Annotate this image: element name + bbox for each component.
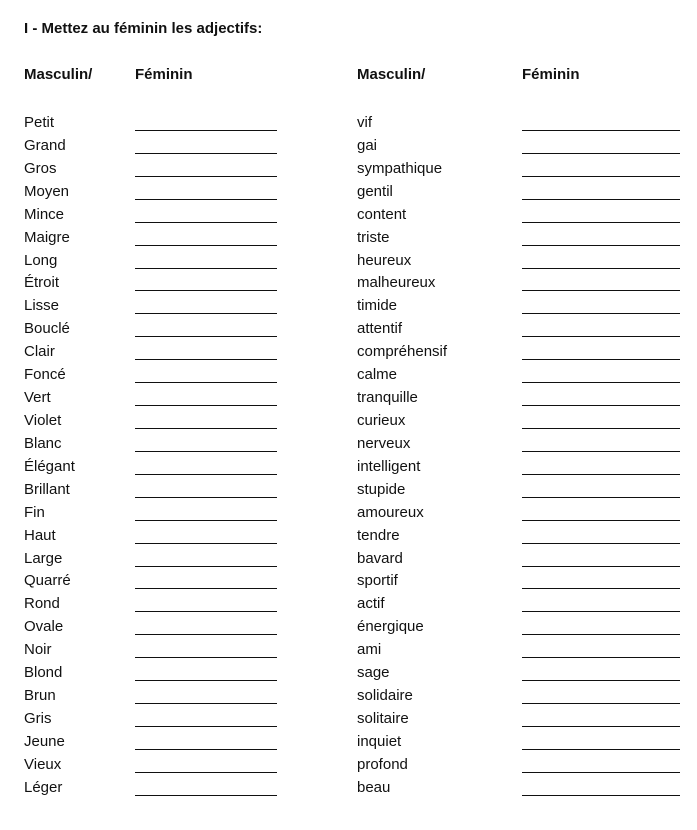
left-feminine-answer-blank[interactable]: [135, 520, 277, 521]
right-row: [357, 549, 687, 572]
right-row: [357, 136, 687, 159]
right-masculine-adjective: solitaire: [357, 709, 409, 727]
left-row: [24, 732, 284, 755]
left-row: [24, 549, 284, 572]
right-feminine-answer-blank[interactable]: [522, 726, 680, 727]
right-row: [357, 778, 687, 801]
right-row: [357, 273, 687, 296]
right-masculine-adjective: actif: [357, 595, 385, 613]
right-feminine-answer-blank[interactable]: [522, 474, 680, 475]
right-row: [357, 640, 687, 663]
right-feminine-answer-blank[interactable]: [522, 359, 680, 360]
right-row: [357, 617, 687, 640]
left-row: [24, 205, 284, 228]
left-masculine-adjective: Clair: [24, 343, 55, 361]
right-masculine-adjective: heureux: [357, 251, 412, 269]
left-masculine-adjective: Rond: [24, 595, 60, 613]
left-row: [24, 457, 284, 480]
left-header-feminin: Féminin: [135, 66, 193, 83]
left-row: [24, 136, 284, 159]
right-row: [357, 388, 687, 411]
left-feminine-answer-blank[interactable]: [135, 497, 277, 498]
left-row: [24, 480, 284, 503]
left-feminine-answer-blank[interactable]: [135, 474, 277, 475]
left-row: [24, 594, 284, 617]
left-feminine-answer-blank[interactable]: [135, 245, 277, 246]
left-feminine-answer-blank[interactable]: [135, 153, 277, 154]
right-feminine-answer-blank[interactable]: [522, 451, 680, 452]
left-row: [24, 526, 284, 549]
right-feminine-answer-blank[interactable]: [522, 405, 680, 406]
left-header-masculin: Masculin/: [24, 66, 93, 83]
right-masculine-adjective: bavard: [357, 549, 403, 567]
right-masculine-adjective: compréhensif: [357, 343, 448, 361]
left-row: [24, 755, 284, 778]
left-feminine-answer-blank[interactable]: [135, 199, 277, 200]
right-masculine-adjective: vif: [357, 114, 372, 131]
left-feminine-answer-blank[interactable]: [135, 359, 277, 360]
right-row: [357, 182, 687, 205]
right-row: [357, 342, 687, 365]
left-row: [24, 228, 284, 251]
right-masculine-adjective: énergique: [357, 618, 424, 636]
left-row: [24, 342, 284, 365]
left-masculine-adjective: Gros: [24, 159, 57, 177]
left-masculine-adjective: Blanc: [24, 434, 62, 452]
right-masculine-adjective: attentif: [357, 320, 403, 338]
left-feminine-answer-blank[interactable]: [135, 703, 277, 704]
left-feminine-answer-blank[interactable]: [135, 611, 277, 612]
left-masculine-adjective: Gris: [24, 709, 52, 727]
left-feminine-answer-blank[interactable]: [135, 634, 277, 635]
right-feminine-answer-blank[interactable]: [522, 290, 680, 291]
left-feminine-answer-blank[interactable]: [135, 749, 277, 750]
right-feminine-answer-blank[interactable]: [522, 749, 680, 750]
left-row: [24, 640, 284, 663]
left-row: [24, 182, 284, 205]
right-masculine-adjective: timide: [357, 297, 398, 315]
right-feminine-answer-blank[interactable]: [522, 428, 680, 429]
right-row: [357, 526, 687, 549]
left-row: [24, 503, 284, 526]
left-row: [24, 365, 284, 388]
right-feminine-answer-blank[interactable]: [522, 543, 680, 544]
left-feminine-answer-blank[interactable]: [135, 451, 277, 452]
right-feminine-answer-blank[interactable]: [522, 222, 680, 223]
right-feminine-answer-blank[interactable]: [522, 382, 680, 383]
left-feminine-answer-blank[interactable]: [135, 382, 277, 383]
left-feminine-answer-blank[interactable]: [135, 726, 277, 727]
left-masculine-adjective: Blond: [24, 664, 63, 682]
right-row: [357, 365, 687, 388]
left-row: [24, 296, 284, 319]
left-row: [24, 159, 284, 182]
right-feminine-answer-blank[interactable]: [522, 313, 680, 314]
right-feminine-answer-blank[interactable]: [522, 772, 680, 773]
left-feminine-answer-blank[interactable]: [135, 428, 277, 429]
left-masculine-adjective: Long: [24, 251, 58, 269]
left-feminine-answer-blank[interactable]: [135, 268, 277, 269]
left-feminine-answer-blank[interactable]: [135, 313, 277, 314]
left-feminine-answer-blank[interactable]: [135, 680, 277, 681]
left-row: [24, 686, 284, 709]
right-masculine-adjective: intelligent: [357, 457, 421, 475]
right-masculine-adjective: nerveux: [357, 434, 411, 452]
right-row: [357, 205, 687, 228]
right-masculine-adjective: sympathique: [357, 159, 443, 177]
right-row: [357, 594, 687, 617]
right-feminine-answer-blank[interactable]: [522, 703, 680, 704]
left-masculine-adjective: Violet: [24, 411, 62, 429]
right-feminine-answer-blank[interactable]: [522, 336, 680, 337]
right-row: [357, 296, 687, 319]
right-row: [357, 411, 687, 434]
right-row: [357, 159, 687, 182]
left-feminine-answer-blank[interactable]: [135, 176, 277, 177]
left-feminine-answer-blank[interactable]: [135, 130, 277, 131]
right-masculine-adjective: calme: [357, 366, 398, 384]
left-feminine-answer-blank[interactable]: [135, 543, 277, 544]
right-masculine-adjective: ami: [357, 641, 382, 659]
left-feminine-answer-blank[interactable]: [135, 222, 277, 223]
left-masculine-adjective: Maigre: [24, 228, 70, 246]
left-row: [24, 663, 284, 686]
right-feminine-answer-blank[interactable]: [522, 130, 680, 131]
exercise-title: I - Mettez au féminin les adjectifs:: [24, 20, 263, 37]
left-masculine-adjective: Vieux: [24, 755, 62, 773]
left-masculine-adjective: Ovale: [24, 618, 64, 636]
left-row: [24, 617, 284, 640]
right-row: [357, 457, 687, 480]
left-row: [24, 251, 284, 274]
right-header-feminin: Féminin: [522, 66, 580, 83]
left-row: [24, 411, 284, 434]
left-row: [24, 434, 284, 457]
right-feminine-answer-blank[interactable]: [522, 497, 680, 498]
right-adjective-list: [357, 113, 687, 801]
left-feminine-answer-blank[interactable]: [135, 405, 277, 406]
right-feminine-answer-blank[interactable]: [522, 199, 680, 200]
left-masculine-adjective: Fin: [24, 503, 45, 521]
left-masculine-adjective: Moyen: [24, 182, 70, 200]
right-feminine-answer-blank[interactable]: [522, 566, 680, 567]
left-row: [24, 273, 284, 296]
right-masculine-adjective: sage: [357, 664, 390, 682]
right-feminine-answer-blank[interactable]: [522, 611, 680, 612]
right-feminine-answer-blank[interactable]: [522, 268, 680, 269]
left-masculine-adjective: Bouclé: [24, 320, 70, 338]
right-header-masculin: Masculin/: [357, 66, 426, 83]
left-feminine-answer-blank[interactable]: [135, 795, 277, 796]
right-row: [357, 755, 687, 778]
left-row: [24, 709, 284, 732]
right-feminine-answer-blank[interactable]: [522, 176, 680, 177]
left-masculine-adjective: Foncé: [24, 366, 66, 384]
right-masculine-adjective: triste: [357, 228, 390, 246]
right-masculine-adjective: beau: [357, 778, 391, 796]
right-row: [357, 686, 687, 709]
left-masculine-adjective: Jeune: [24, 732, 65, 750]
left-feminine-answer-blank[interactable]: [135, 566, 277, 567]
right-row: [357, 571, 687, 594]
left-row: [24, 388, 284, 411]
left-feminine-answer-blank[interactable]: [135, 588, 277, 589]
right-row: [357, 228, 687, 251]
right-row: [357, 480, 687, 503]
right-masculine-adjective: stupide: [357, 480, 406, 498]
right-masculine-adjective: malheureux: [357, 274, 436, 292]
right-row: [357, 319, 687, 342]
right-row: [357, 113, 687, 136]
right-masculine-adjective: profond: [357, 755, 408, 773]
right-feminine-answer-blank[interactable]: [522, 245, 680, 246]
right-row: [357, 709, 687, 732]
left-row: [24, 319, 284, 342]
left-feminine-answer-blank[interactable]: [135, 657, 277, 658]
right-feminine-answer-blank[interactable]: [522, 153, 680, 154]
left-row: [24, 113, 284, 136]
right-row: [357, 434, 687, 457]
right-feminine-answer-blank[interactable]: [522, 588, 680, 589]
left-feminine-answer-blank[interactable]: [135, 290, 277, 291]
left-masculine-adjective: Petit: [24, 114, 55, 131]
right-feminine-answer-blank[interactable]: [522, 657, 680, 658]
left-masculine-adjective: Léger: [24, 778, 63, 796]
right-masculine-adjective: gentil: [357, 182, 393, 200]
left-feminine-answer-blank[interactable]: [135, 772, 277, 773]
right-feminine-answer-blank[interactable]: [522, 680, 680, 681]
left-masculine-adjective: Grand: [24, 136, 66, 154]
right-masculine-adjective: gai: [357, 136, 378, 154]
left-feminine-answer-blank[interactable]: [135, 336, 277, 337]
right-masculine-adjective: sportif: [357, 572, 398, 590]
left-masculine-adjective: Étroit: [24, 274, 60, 292]
right-masculine-adjective: curieux: [357, 411, 406, 429]
right-feminine-answer-blank[interactable]: [522, 634, 680, 635]
left-masculine-adjective: Brillant: [24, 480, 70, 498]
right-row: [357, 663, 687, 686]
right-row: [357, 732, 687, 755]
right-row: [357, 503, 687, 526]
right-masculine-adjective: tranquille: [357, 389, 418, 407]
right-row: [357, 251, 687, 274]
right-masculine-adjective: amoureux: [357, 503, 424, 521]
right-masculine-adjective: tendre: [357, 526, 400, 544]
left-masculine-adjective: Élégant: [24, 457, 75, 475]
left-masculine-adjective: Quarré: [24, 572, 71, 590]
left-row: [24, 571, 284, 594]
left-masculine-adjective: Mince: [24, 205, 65, 223]
right-feminine-answer-blank[interactable]: [522, 520, 680, 521]
left-masculine-adjective: Brun: [24, 687, 56, 705]
right-masculine-adjective: inquiet: [357, 732, 402, 750]
left-masculine-adjective: Lisse: [24, 297, 60, 315]
left-masculine-adjective: Vert: [24, 389, 51, 407]
right-masculine-adjective: solidaire: [357, 687, 413, 705]
left-masculine-adjective: Noir: [24, 641, 52, 659]
left-masculine-adjective: Haut: [24, 526, 56, 544]
left-masculine-adjective: Large: [24, 549, 63, 567]
right-masculine-adjective: content: [357, 205, 407, 223]
left-row: [24, 778, 284, 801]
left-adjective-list: [24, 113, 284, 801]
right-feminine-answer-blank[interactable]: [522, 795, 680, 796]
